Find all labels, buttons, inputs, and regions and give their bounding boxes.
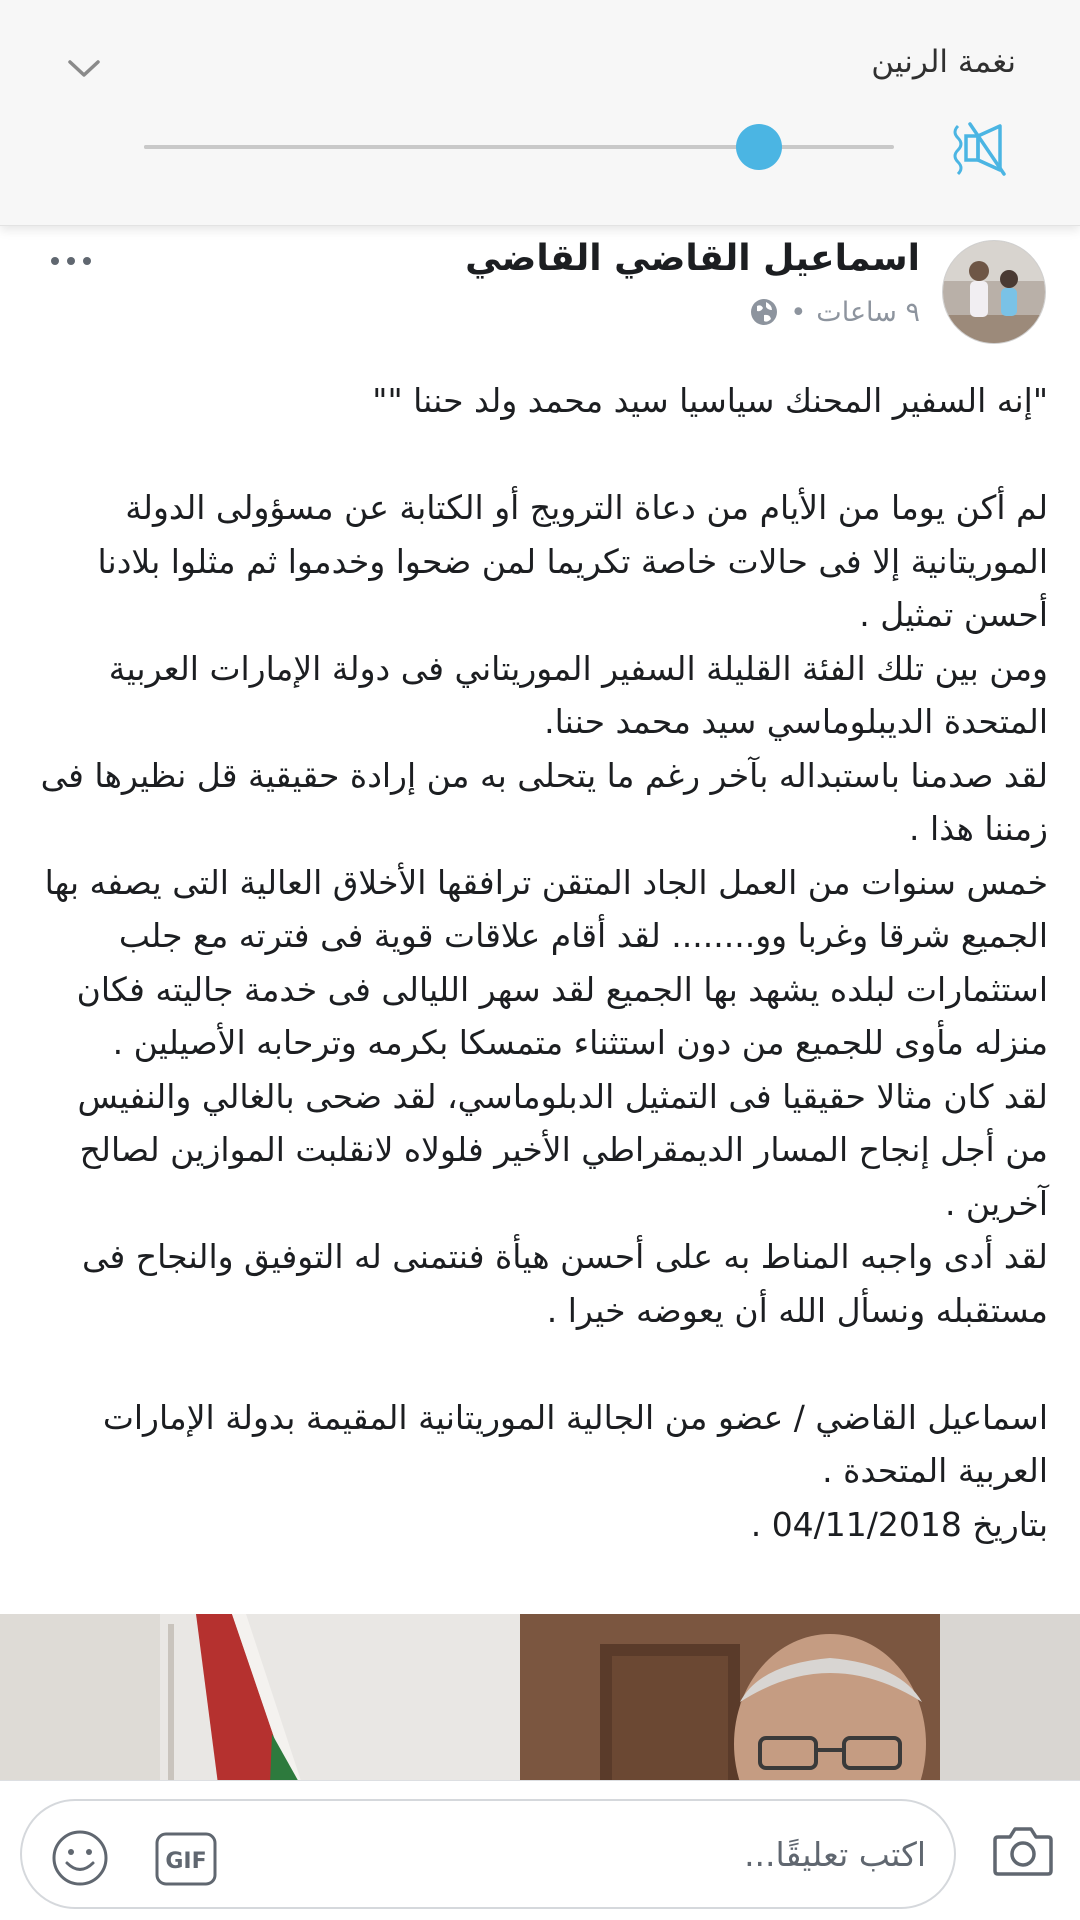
more-options-icon[interactable] <box>48 254 94 268</box>
post-paragraph: لقد صدمنا باستبداله بآخر رغم ما يتحلى به من إرادة حقيقية قل نظيرها فى زمننا هذا . <box>40 755 1048 848</box>
post-time[interactable]: ٩ ساعات <box>816 296 920 328</box>
volume-slider-fill <box>144 145 759 149</box>
paragraph-gap <box>28 1337 1048 1391</box>
comment-input[interactable] <box>20 1799 956 1909</box>
post-paragraph: "إنه السفير المحنك سياسيا سيد محمد ولد حننا "" <box>372 381 1048 420</box>
emoji-icon[interactable] <box>50 1828 110 1888</box>
volume-panel-title: نغمة الرنين <box>871 44 1016 80</box>
avatar[interactable] <box>942 240 1046 344</box>
post-paragraph: ومن بين تلك الفئة القليلة السفير الموريتاني فى دولة الإمارات العربية المتحدة الديبلوماسي سيد محمد حننا. <box>108 648 1048 741</box>
post-paragraph: لم أكن يوما من الأيام من دعاة الترويج أو الكتابة عن مسؤولى الدولة الموريتانية إلا فى حالات خاصة تكريما لمن ضحوا وخدموا ثم مثلوا بلادنا أحسن تمثيل . <box>97 488 1048 634</box>
post-photo[interactable] <box>0 1614 1080 1784</box>
post-paragraph: لقد أدى واجبه المناط به على أحسن هيأة فنتمنى له التوفيق والنجاح فى مستقبله ونسأل الله أن يعوضه خيرا . <box>82 1237 1048 1330</box>
post-paragraph: لقد كان مثالا حقيقيا فى التمثيل الدبلوماسي، لقد ضحى بالغالي والنفيس من أجل إنجاح المسار الديمقراطي الأخير فلولاه لانقلبت الموازين لصالح آخرين . <box>77 1076 1048 1223</box>
gif-label: GIF <box>165 1849 207 1874</box>
author-name[interactable]: اسماعيل القاضي القاضي <box>465 238 920 279</box>
ringtone-volume-panel <box>0 0 1080 226</box>
post-header <box>0 226 1080 356</box>
chevron-down-icon[interactable] <box>62 48 106 88</box>
volume-slider-thumb[interactable] <box>736 124 782 170</box>
comment-placeholder: اكتب تعليقًا... <box>744 1835 926 1874</box>
post-meta <box>748 296 920 328</box>
meta-separator: • <box>790 296 807 328</box>
post-paragraph: بتاريخ 04/11/2018 . <box>750 1504 1048 1544</box>
camera-icon[interactable] <box>992 1821 1054 1879</box>
post-photo-image <box>0 1614 1080 1784</box>
post-paragraph: اسماعيل القاضي / عضو من الجالية الموريتانية المقيمة بدولة الإمارات العربية المتحدة . <box>102 1397 1048 1490</box>
volume-slider[interactable] <box>144 145 894 149</box>
comment-bar <box>0 1780 1080 1920</box>
paragraph-gap <box>28 428 1048 482</box>
vibrate-icon[interactable] <box>948 118 1012 178</box>
avatar-photo <box>943 241 1046 344</box>
post-paragraph: خمس سنوات من العمل الجاد المتقن ترافقها الأخلاق العالية التى يصفه بها الجميع شرقا وغربا وو........ لقد أقام علاقات قوية فى فترته مع جلب استثمارات لبلده يشهد بها الجميع لقد سهر الليالى فى خدمة جاليته فكان منزله مأوى للجميع من دون استثناء متمسكا بكرمه وترحابه الأصيلين . <box>44 862 1048 1062</box>
post-text <box>28 374 1048 1551</box>
gif-icon[interactable] <box>154 1831 218 1887</box>
globe-icon <box>748 296 780 328</box>
